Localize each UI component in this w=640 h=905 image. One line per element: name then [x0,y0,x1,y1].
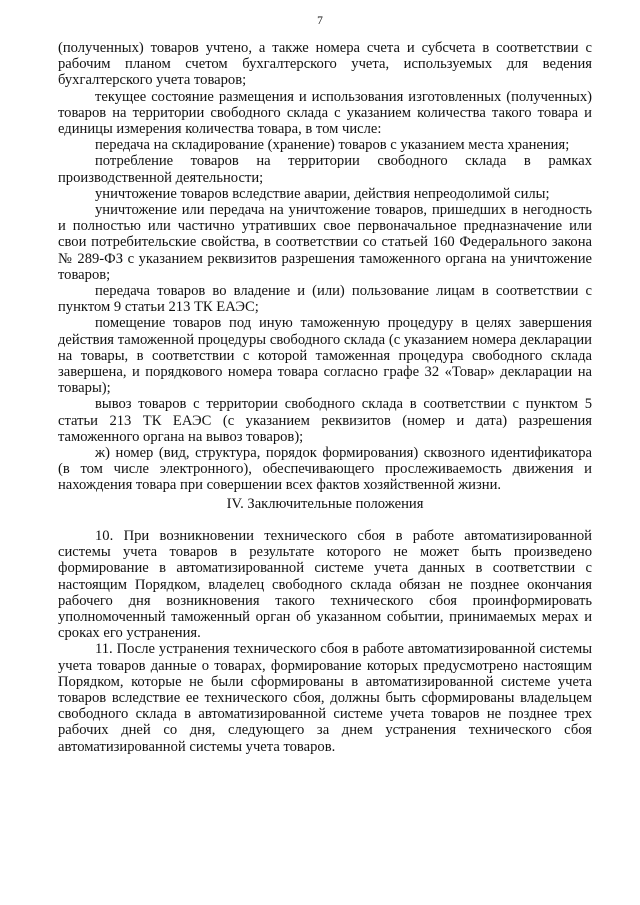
list-item-accident-destruction: уничтожение товаров вследствие аварии, действия непреодолимой силы; [95,185,550,202]
list-item-export: вывоз товаров с территории свободного склада в соответствии с пунктом 5 статьи 213 ТК ЕАЭС (с указанием реквизитов (номер и дата) разрешения таможенного органа на вывоз товаров); [58,396,592,445]
list-item-current-state: текущее состояние размещения и использования изготовленных (полученных) товаров на территории свободного склада с указанием количества такого товара и единицы измерения количества товара, в том числе: [58,88,592,138]
list-item-consumption: потребление товаров на территории свободного склада в рамках производственной деятельности; [58,153,592,186]
list-item-destruction: уничтожение или передача на уничтожение товаров, пришедших в негодность и полностью или частично утративших свое первоначальное предназначение или свои потребительские свойства, в соответствии со статьей 160 Федерального закона № 289-ФЗ с указанием реквизитов разрешения таможенного органа на уничтожение товаров; [58,202,592,283]
page-content [58,40,592,755]
list-item-possession-transfer: передача товаров во владение и (или) пользование лицам в соответствии с пунктом 9 статьи 213 ТК ЕАЭС; [58,283,592,316]
paragraph-11: 11. После устранения технического сбоя в работе автоматизированной системы учета товаров данные о товарах, формирование которых предусмотрено настоящим Порядком, которые не были сформированы в автоматизированной системе учета товаров вследствие ее технического сбоя, должны быть сформированы владельцем свободного склада в автоматизированной системе учета товаров не позднее трех рабочих дней со дня, следующего за днем устранения технического сбоя автоматизированной системы учета товаров. [58,641,592,755]
list-item-identifier: ж) номер (вид, структура, порядок формирования) сквозного идентификатора (в том числе электронного), обеспечивающего прослеживаемость движения и нахождения товара при совершении всех фактов хозяйственной жизни. [58,445,592,494]
section-heading: IV. Заключительные положения [226,495,424,512]
list-item-other-procedure: помещение товаров под иную таможенную процедуру в целях завершения действия таможенной процедуры свободного склада (с указанием номера декларации на товары, в соответствии с которой таможенная процедура свободного склада завершена, и порядкового номера товара согласно графе 32 «Товар» декларации на товары); [58,315,592,397]
paragraph-10: 10. При возникновении технического сбоя в работе автоматизированной системы учета товаров в результате которого не может быть произведено формирование в автоматизированной системе учета данных в соответствии с настоящим Порядком, владелец свободного склада обязан не позднее окончания рабочего дня возникновения такого технического сбоя проинформировать уполномоченный таможенный орган об указанном событии, принимаемых мерах и сроках его устранения. [58,527,592,642]
list-item-continuation: (полученных) товаров учтено, а также номера счета и субсчета в соответствии с рабочим планом счетом бухгалтерского учета, используемых для ведения бухгалтерского учета товаров; [58,40,592,89]
list-item-storage-transfer: передача на складирование (хранение) товаров с указанием места хранения; [95,137,570,154]
page-number: 7 [317,15,323,27]
